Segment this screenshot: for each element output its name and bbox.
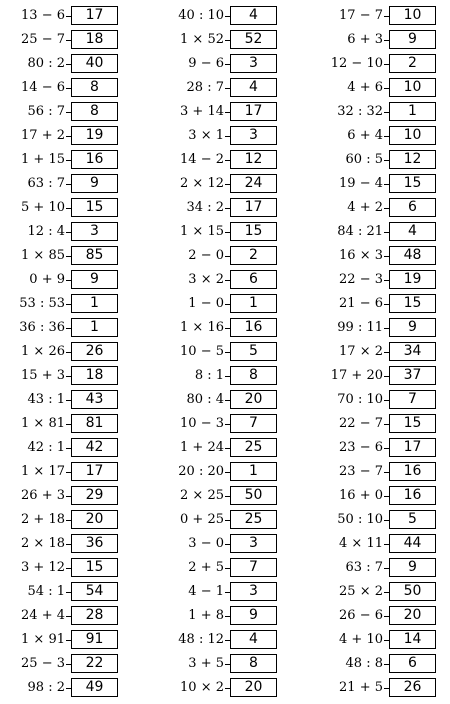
problem-row [159, 221, 284, 245]
answer-box[interactable]: 10 [389, 126, 436, 145]
problem-expression: 17 + 2 [21, 128, 65, 143]
problem-expression: 25 − 3 [21, 656, 65, 671]
problem-expression: 23 − 6 [339, 440, 383, 455]
problem-expression: 48 : 8 [345, 656, 383, 671]
problem-row [159, 365, 284, 389]
problem-row [0, 245, 125, 269]
problem-expression: 13 − 6 [21, 8, 65, 23]
answer-box[interactable]: 20 [389, 606, 436, 625]
answer-box[interactable]: 6 [389, 198, 436, 217]
problem-expression: 2 + 18 [21, 512, 65, 527]
problem-row [0, 365, 125, 389]
answer-box[interactable]: 8 [71, 102, 118, 121]
problem-row [318, 629, 443, 653]
answer-box[interactable]: 50 [230, 486, 277, 505]
problem-expression: 6 + 4 [347, 128, 383, 143]
answer-box[interactable]: 7 [230, 414, 277, 433]
problem-expression: 53 : 53 [19, 296, 65, 311]
problem-expression: 25 × 2 [339, 584, 383, 599]
answer-box[interactable]: 19 [389, 270, 436, 289]
problem-row [159, 533, 284, 557]
problem-row [159, 605, 284, 629]
answer-box[interactable]: 9 [71, 174, 118, 193]
problem-expression: 1 × 26 [21, 344, 65, 359]
answer-box[interactable]: 1 [230, 294, 277, 313]
problem-expression: 4 + 6 [347, 80, 383, 95]
problem-row [0, 533, 125, 557]
problem-row [0, 77, 125, 101]
answer-box[interactable]: 1 [71, 294, 118, 313]
answer-box[interactable]: 6 [389, 654, 436, 673]
problem-expression: 23 − 7 [339, 464, 383, 479]
problem-row [159, 53, 284, 77]
answer-box[interactable]: 49 [71, 678, 118, 697]
problem-expression: 70 : 10 [337, 392, 383, 407]
problem-expression: 63 : 7 [345, 560, 383, 575]
problem-expression: 1 × 15 [180, 224, 224, 239]
answer-box[interactable]: 22 [71, 654, 118, 673]
problem-expression: 1 + 24 [180, 440, 224, 455]
problem-expression: 10 − 5 [180, 344, 224, 359]
problem-expression: 98 : 2 [27, 680, 65, 695]
answer-box[interactable]: 9 [389, 558, 436, 577]
problem-row [0, 317, 125, 341]
problem-row [159, 509, 284, 533]
problem-expression: 3 + 14 [180, 104, 224, 119]
problem-row [318, 437, 443, 461]
answer-box[interactable]: 3 [230, 126, 277, 145]
problem-expression: 25 − 7 [21, 32, 65, 47]
answer-box[interactable]: 2 [389, 54, 436, 73]
answer-box[interactable]: 15 [389, 414, 436, 433]
problem-row [0, 581, 125, 605]
problem-expression: 63 : 7 [27, 176, 65, 191]
problem-expression: 20 : 20 [178, 464, 224, 479]
problem-expression: 1 × 91 [21, 632, 65, 647]
problem-row [318, 485, 443, 509]
problem-expression: 4 + 10 [339, 632, 383, 647]
problem-row [318, 269, 443, 293]
answer-box[interactable]: 37 [389, 366, 436, 385]
problem-row [0, 293, 125, 317]
problem-row [159, 125, 284, 149]
problem-expression: 4 × 11 [339, 536, 383, 551]
problem-expression: 0 + 9 [29, 272, 65, 287]
answer-box[interactable]: 28 [71, 606, 118, 625]
problem-expression: 5 + 10 [21, 200, 65, 215]
answer-box[interactable]: 1 [71, 318, 118, 337]
problem-expression: 19 − 4 [339, 176, 383, 191]
problem-row [159, 653, 284, 677]
problem-row [0, 341, 125, 365]
answer-box[interactable]: 24 [230, 174, 277, 193]
answer-box[interactable]: 15 [230, 222, 277, 241]
answer-box[interactable]: 9 [71, 270, 118, 289]
problem-expression: 50 : 10 [337, 512, 383, 527]
problem-row [318, 413, 443, 437]
answer-box[interactable]: 16 [71, 150, 118, 169]
problem-expression: 26 − 6 [339, 608, 383, 623]
problem-expression: 22 − 3 [339, 272, 383, 287]
problem-row [0, 677, 125, 701]
answer-box[interactable]: 4 [389, 222, 436, 241]
problem-row [318, 389, 443, 413]
answer-box[interactable]: 8 [230, 654, 277, 673]
problem-row [159, 581, 284, 605]
problem-expression: 14 − 2 [180, 152, 224, 167]
problem-expression: 3 + 12 [21, 560, 65, 575]
problem-expression: 1 × 85 [21, 248, 65, 263]
problem-expression: 21 − 6 [339, 296, 383, 311]
answer-box[interactable]: 5 [230, 342, 277, 361]
problem-row [159, 317, 284, 341]
problem-expression: 2 + 5 [188, 560, 224, 575]
problem-expression: 3 + 5 [188, 656, 224, 671]
problem-expression: 3 × 1 [188, 128, 224, 143]
problem-row [0, 653, 125, 677]
answer-box[interactable]: 15 [71, 558, 118, 577]
problem-row [159, 5, 284, 29]
problem-expression: 4 − 1 [188, 584, 224, 599]
problem-row [318, 557, 443, 581]
problem-expression: 12 : 4 [27, 224, 65, 239]
answer-box[interactable]: 7 [389, 390, 436, 409]
answer-box[interactable]: 3 [230, 582, 277, 601]
problem-expression: 22 − 7 [339, 416, 383, 431]
problem-row [0, 269, 125, 293]
answer-box[interactable]: 29 [71, 486, 118, 505]
answer-box[interactable]: 17 [230, 102, 277, 121]
problem-row [318, 125, 443, 149]
problem-row [0, 53, 125, 77]
problem-expression: 1 × 17 [21, 464, 65, 479]
problem-row [318, 341, 443, 365]
answer-box[interactable]: 6 [230, 270, 277, 289]
answer-box[interactable]: 17 [230, 198, 277, 217]
problem-row [0, 485, 125, 509]
problem-row [159, 173, 284, 197]
problem-row [0, 5, 125, 29]
answer-box[interactable]: 18 [71, 30, 118, 49]
answer-box[interactable]: 14 [389, 630, 436, 649]
answer-box[interactable]: 1 [389, 102, 436, 121]
answer-box[interactable]: 17 [71, 462, 118, 481]
problem-expression: 10 × 2 [180, 680, 224, 695]
problem-expression: 3 − 0 [188, 536, 224, 551]
problem-row [159, 389, 284, 413]
problem-expression: 2 × 12 [180, 176, 224, 191]
problem-row [318, 533, 443, 557]
answer-box[interactable]: 15 [389, 174, 436, 193]
problem-expression: 3 × 2 [188, 272, 224, 287]
problem-row [0, 197, 125, 221]
answer-box[interactable]: 10 [389, 6, 436, 25]
problem-row [0, 149, 125, 173]
answer-box[interactable]: 1 [230, 462, 277, 481]
answer-box[interactable]: 25 [230, 510, 277, 529]
answer-box[interactable]: 52 [230, 30, 277, 49]
answer-box[interactable]: 36 [71, 534, 118, 553]
problem-row [318, 653, 443, 677]
problem-row [0, 629, 125, 653]
problem-row [0, 461, 125, 485]
problem-row [0, 557, 125, 581]
problem-expression: 84 : 21 [337, 224, 383, 239]
problem-expression: 6 + 3 [347, 32, 383, 47]
problem-expression: 21 + 5 [339, 680, 383, 695]
answer-box[interactable]: 25 [230, 438, 277, 457]
answer-box[interactable]: 54 [71, 582, 118, 601]
problem-expression: 0 + 25 [180, 512, 224, 527]
problem-expression: 1 × 52 [180, 32, 224, 47]
answer-box[interactable]: 9 [389, 30, 436, 49]
problem-expression: 48 : 12 [178, 632, 224, 647]
answer-box[interactable]: 40 [71, 54, 118, 73]
answer-box[interactable]: 4 [230, 78, 277, 97]
problem-expression: 24 + 4 [21, 608, 65, 623]
problem-row [159, 557, 284, 581]
problem-row [0, 101, 125, 125]
answer-box[interactable]: 20 [230, 678, 277, 697]
problem-row [159, 101, 284, 125]
problem-row [0, 221, 125, 245]
problem-row [318, 509, 443, 533]
problem-expression: 9 − 6 [188, 56, 224, 71]
problem-row [318, 293, 443, 317]
problem-row [318, 245, 443, 269]
problem-row [0, 173, 125, 197]
problem-row [318, 5, 443, 29]
answer-box[interactable]: 26 [71, 342, 118, 361]
problem-row [159, 413, 284, 437]
problem-row [318, 461, 443, 485]
problem-row [159, 629, 284, 653]
answer-box[interactable]: 85 [71, 246, 118, 265]
problem-expression: 26 + 3 [21, 488, 65, 503]
problem-row [159, 269, 284, 293]
answer-box[interactable]: 26 [389, 678, 436, 697]
answer-box[interactable]: 15 [71, 198, 118, 217]
answer-box[interactable]: 19 [71, 126, 118, 145]
problem-row [318, 173, 443, 197]
answer-box[interactable]: 2 [230, 246, 277, 265]
problem-row [0, 509, 125, 533]
problem-row [159, 29, 284, 53]
problem-expression: 1 × 16 [180, 320, 224, 335]
problem-row [318, 53, 443, 77]
problem-row [159, 461, 284, 485]
problem-row [318, 677, 443, 701]
problem-row [0, 413, 125, 437]
problem-expression: 2 − 0 [188, 248, 224, 263]
problem-expression: 10 − 3 [180, 416, 224, 431]
problem-row [0, 29, 125, 53]
answer-box[interactable]: 81 [71, 414, 118, 433]
answer-box[interactable]: 3 [230, 534, 277, 553]
problem-expression: 2 × 25 [180, 488, 224, 503]
answer-box[interactable]: 12 [230, 150, 277, 169]
problem-row [318, 77, 443, 101]
answer-box[interactable]: 18 [71, 366, 118, 385]
answer-box[interactable]: 42 [71, 438, 118, 457]
problem-row [159, 149, 284, 173]
problem-expression: 17 − 7 [339, 8, 383, 23]
problem-row [0, 437, 125, 461]
problem-expression: 15 + 3 [21, 368, 65, 383]
problem-row [0, 605, 125, 629]
answer-box[interactable]: 48 [389, 246, 436, 265]
problem-row [159, 293, 284, 317]
problem-column-3 [318, 5, 443, 701]
problem-expression: 80 : 4 [186, 392, 224, 407]
problem-expression: 1 + 15 [21, 152, 65, 167]
problem-expression: 43 : 1 [27, 392, 65, 407]
problem-expression: 60 : 5 [345, 152, 383, 167]
answer-box[interactable]: 17 [389, 438, 436, 457]
answer-box[interactable]: 5 [389, 510, 436, 529]
answer-box[interactable]: 16 [389, 462, 436, 481]
problem-row [318, 197, 443, 221]
problem-expression: 99 : 11 [337, 320, 383, 335]
answer-box[interactable]: 91 [71, 630, 118, 649]
answer-box[interactable]: 44 [389, 534, 436, 553]
problem-expression: 40 : 10 [178, 8, 224, 23]
problem-row [318, 605, 443, 629]
answer-box[interactable]: 12 [389, 150, 436, 169]
answer-box[interactable]: 3 [71, 222, 118, 241]
answer-box[interactable]: 3 [230, 54, 277, 73]
problem-expression: 32 : 32 [337, 104, 383, 119]
problem-expression: 1 − 0 [188, 296, 224, 311]
problem-expression: 4 + 2 [347, 200, 383, 215]
problem-expression: 1 × 81 [21, 416, 65, 431]
problem-expression: 2 × 18 [21, 536, 65, 551]
answer-box[interactable]: 20 [230, 390, 277, 409]
problem-row [318, 149, 443, 173]
answer-box[interactable]: 17 [71, 6, 118, 25]
problem-expression: 56 : 7 [27, 104, 65, 119]
problem-expression: 34 : 2 [186, 200, 224, 215]
problem-column-1 [0, 5, 125, 701]
problem-column-2 [159, 5, 284, 701]
problem-row [318, 581, 443, 605]
answer-box[interactable]: 4 [230, 630, 277, 649]
problem-expression: 16 × 3 [339, 248, 383, 263]
problem-row [318, 29, 443, 53]
problem-row [159, 197, 284, 221]
problem-expression: 14 − 6 [21, 80, 65, 95]
problem-expression: 1 + 8 [188, 608, 224, 623]
problem-row [318, 221, 443, 245]
problem-expression: 80 : 2 [27, 56, 65, 71]
problem-row [318, 101, 443, 125]
problem-expression: 42 : 1 [27, 440, 65, 455]
answer-box[interactable]: 50 [389, 582, 436, 601]
problem-expression: 12 − 10 [330, 56, 383, 71]
answer-box[interactable]: 16 [389, 486, 436, 505]
problem-expression: 17 + 20 [330, 368, 383, 383]
problem-row [159, 77, 284, 101]
problem-row [159, 437, 284, 461]
answer-box[interactable]: 9 [230, 606, 277, 625]
answer-box[interactable]: 20 [71, 510, 118, 529]
answer-box[interactable]: 9 [389, 318, 436, 337]
answer-box[interactable]: 34 [389, 342, 436, 361]
problem-row [159, 485, 284, 509]
answer-box[interactable]: 10 [389, 78, 436, 97]
answer-box[interactable]: 16 [230, 318, 277, 337]
problem-row [159, 341, 284, 365]
problem-expression: 16 + 0 [339, 488, 383, 503]
answer-box[interactable]: 43 [71, 390, 118, 409]
problem-expression: 36 : 36 [19, 320, 65, 335]
problem-row [159, 245, 284, 269]
problem-row [159, 677, 284, 701]
answer-box[interactable]: 8 [71, 78, 118, 97]
answer-box[interactable]: 8 [230, 366, 277, 385]
answer-box[interactable]: 15 [389, 294, 436, 313]
answer-box[interactable]: 4 [230, 6, 277, 25]
problem-expression: 8 : 1 [194, 368, 224, 383]
problem-expression: 54 : 1 [27, 584, 65, 599]
problem-row [318, 317, 443, 341]
answer-box[interactable]: 7 [230, 558, 277, 577]
problem-expression: 17 × 2 [339, 344, 383, 359]
problem-row [0, 125, 125, 149]
problem-expression: 28 : 7 [186, 80, 224, 95]
problem-row [318, 365, 443, 389]
problem-row [0, 389, 125, 413]
